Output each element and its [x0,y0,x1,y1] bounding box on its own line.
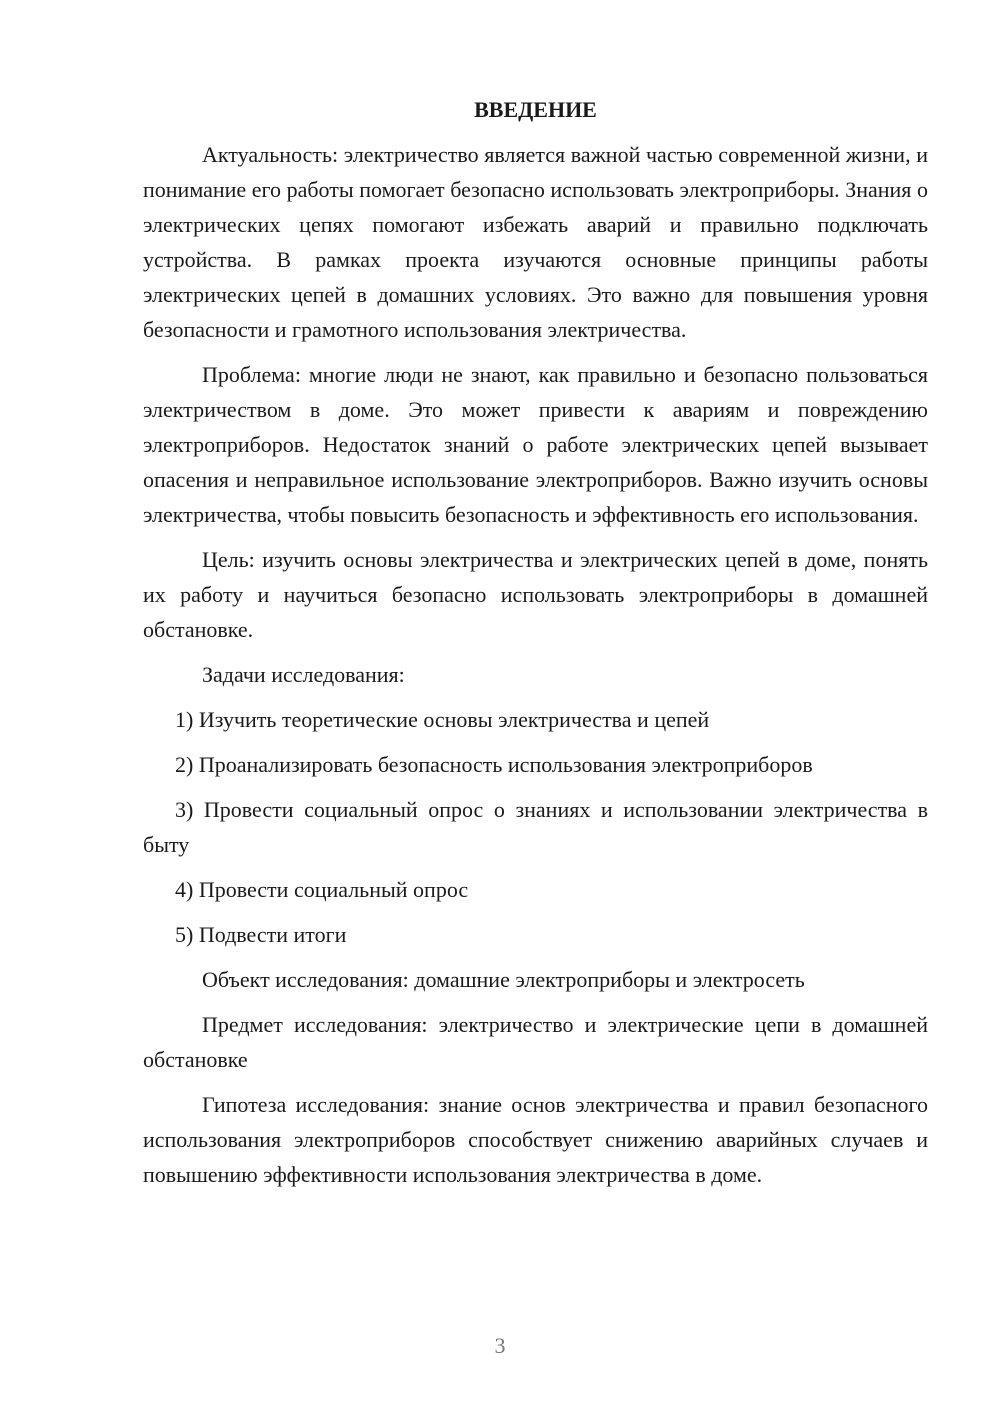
document-page [143,92,928,1192]
tasks-heading: Задачи исследования: [202,662,405,687]
page-number: 3 [494,1333,506,1358]
hypothesis-paragraph: Гипотеза исследования: знание основ электричества и правил безопасного использования электроприборов способствует снижению аварийных случаев и повышению эффективности использования электричества в доме. [143,1092,928,1187]
page-title: ВВЕДЕНИЕ [474,97,597,122]
task-item-2: 2) Проанализировать безопасность использования электроприборов [175,752,813,777]
task-item-4: 4) Провести социальный опрос [175,877,469,902]
relevance-paragraph: Актуальность: электричество является важной частью современной жизни, и понимание его работы помогает безопасно использовать электроприборы. Знания о электрических цепях помогают избежать аварий и правильно подключать устройства. В рамках проекта изучаются основные принципы работы электрических цепей в домашних условиях. Это важно для повышения уровня безопасности и грамотного использования электричества. [143,142,928,342]
problem-paragraph: Проблема: многие люди не знают, как правильно и безопасно пользоваться электричеством в доме. Это может привести к авариям и повреждению электроприборов. Недостаток знаний о работе электрических цепей вызывает опасения и неправильное использование электроприборов. Важно изучить основы электричества, чтобы повысить безопасность и эффективность его использования. [143,362,928,527]
task-item-1: 1) Изучить теоретические основы электричества и цепей [175,707,710,732]
task-item-5: 5) Подвести итоги [175,922,347,947]
task-item-3: 3) Провести социальный опрос о знаниях и использовании электричества в быту [143,797,928,857]
goal-paragraph: Цель: изучить основы электричества и электрических цепей в доме, понять их работу и научиться безопасно использовать электроприборы в домашней обстановке. [143,547,928,642]
object-paragraph: Объект исследования: домашние электроприборы и электросеть [202,967,805,992]
subject-paragraph: Предмет исследования: электричество и электрические цепи в домашней обстановке [143,1012,928,1072]
